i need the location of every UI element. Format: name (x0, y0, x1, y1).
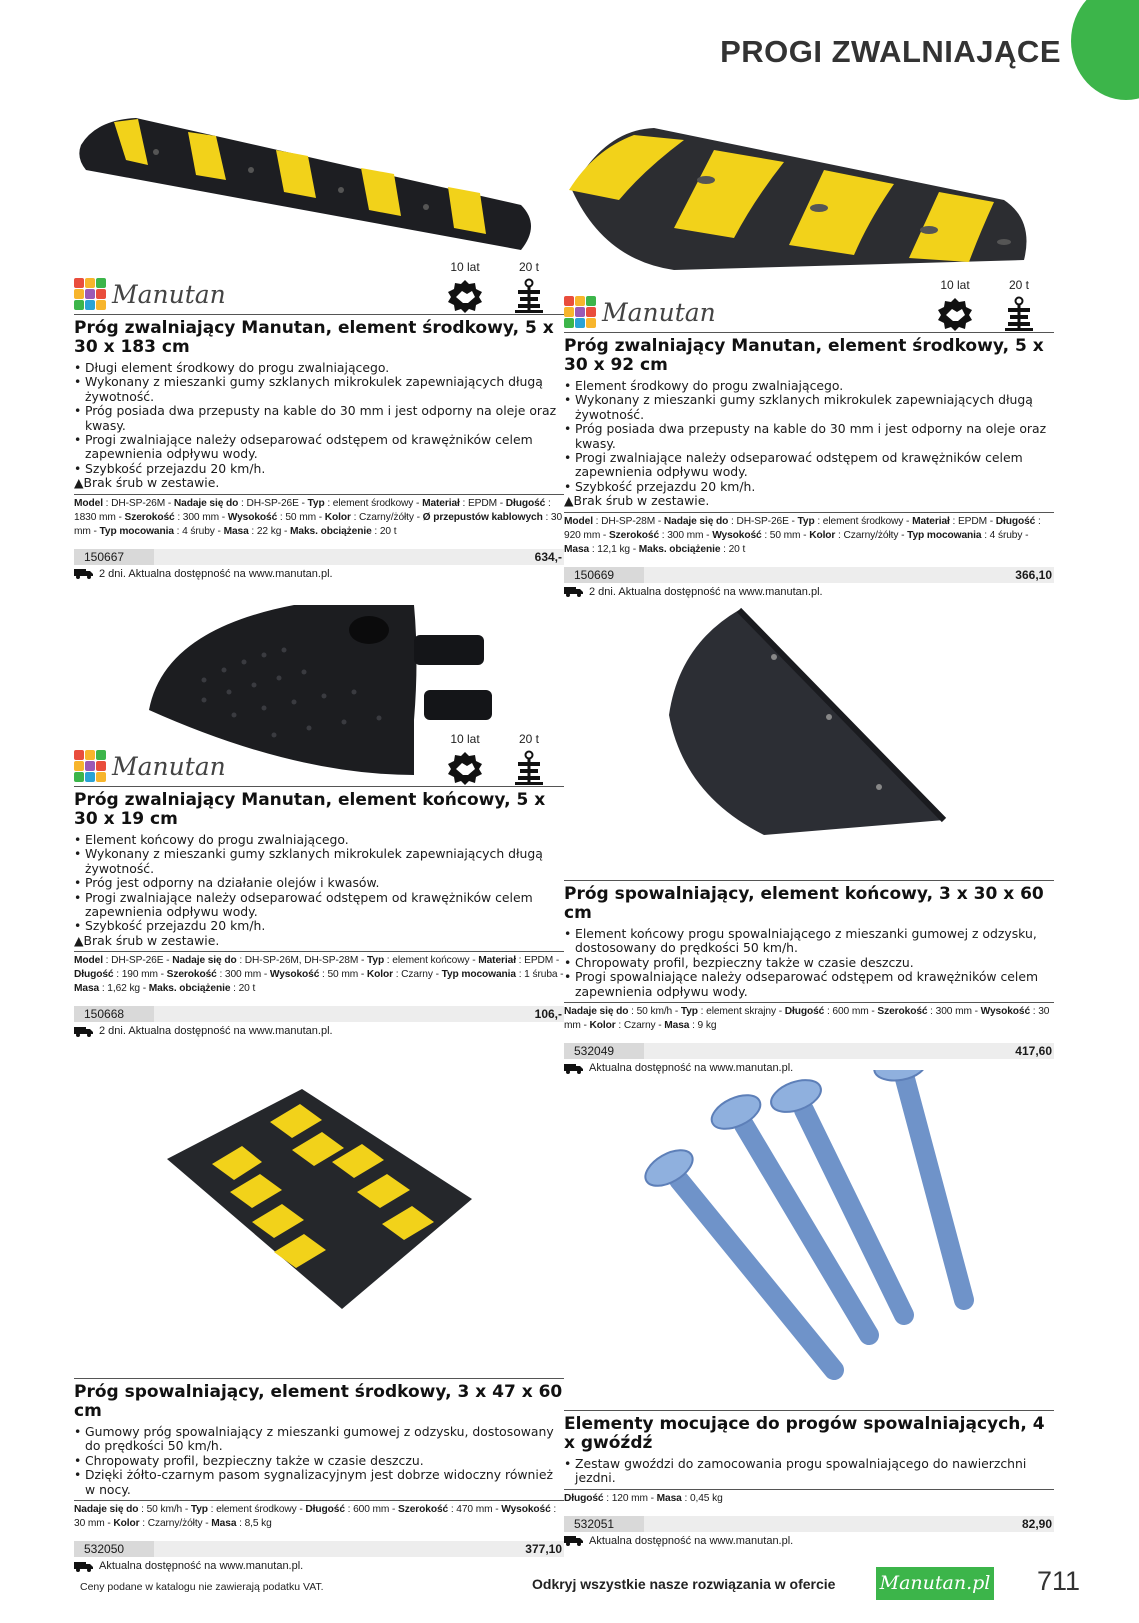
product-price: 366,10 (1015, 567, 1052, 582)
spec-key: Masa (564, 543, 590, 555)
spec-key: Typ mocowania (441, 969, 516, 981)
product-card (564, 600, 1054, 1074)
warranty-badge: 10 lat (444, 260, 486, 314)
spec-value: : 50 mm - (761, 529, 810, 541)
truck-icon (74, 1561, 94, 1572)
delivery-info: 2 dni. Aktualna dostępność na www.manutan.pl. (74, 568, 564, 580)
spec-key: Model (564, 515, 593, 527)
spec-key: Wysokość (227, 511, 278, 523)
spec-value: : 300 mm - (927, 1006, 981, 1018)
product-code[interactable]: 532051 (564, 1516, 644, 1532)
spec-key: Kolor (589, 1020, 616, 1032)
spec-value: : 0,45 kg (681, 1492, 723, 1504)
spec-value: : Czarny - (615, 1020, 665, 1032)
spec-key: Materiał (912, 515, 950, 527)
product-image (564, 110, 1054, 288)
spec-value: : element środkowy - (324, 497, 423, 509)
spec-value: : 12,1 kg - (589, 543, 639, 555)
spec-key: Materiał (422, 497, 460, 509)
half-round-bump-image (654, 605, 954, 855)
spec-key: Masa (74, 983, 100, 995)
manutan-logo: Manutan (564, 296, 716, 328)
spec-key: Długość (505, 497, 546, 509)
footer-cta: Odkryj wszystkie nasze rozwiązania w ofercie (532, 1576, 836, 1592)
spec-value: : 20 t (720, 543, 746, 555)
spec-key: Typ (680, 1006, 698, 1018)
truck-icon (74, 568, 94, 579)
product-price: 634,- (534, 549, 562, 564)
spec-key: Masa (211, 1518, 237, 1530)
price-row (564, 1043, 1054, 1059)
product-code[interactable]: 150669 (564, 567, 644, 583)
product-card (74, 1070, 564, 1572)
warranty-badge: 10 lat (444, 732, 486, 786)
spec-key: Długość (995, 515, 1036, 527)
spec-key: Szerokość (166, 969, 217, 981)
spec-value: : 20 t (371, 525, 397, 537)
spec-key: Maks. obciążenie (290, 525, 372, 537)
spec-value: : 1830 mm - (74, 497, 551, 523)
handshake-icon (446, 278, 484, 314)
truck-icon (74, 1026, 94, 1037)
spec-value: : 50 mm - (319, 969, 367, 981)
spec-value: : 120 mm - (603, 1492, 657, 1504)
product-title: Próg zwalniający Manutan, element środkowy, 5 x 30 x 183 cm (74, 314, 564, 357)
spec-key: Szerokość (124, 511, 175, 523)
spec-value: : 4 śruby - (981, 529, 1029, 541)
spec-key: Kolor (324, 511, 351, 523)
price-row (74, 549, 564, 565)
spec-value: : 50 km/h - (138, 1504, 191, 1516)
truck-icon (564, 586, 584, 597)
manutan-cube-icon (74, 278, 106, 310)
delivery-info: 2 dni. Aktualna dostępność na www.manutan.pl. (564, 586, 1054, 598)
yellow-black-bump-image (162, 1084, 482, 1314)
product-card (74, 110, 564, 580)
spec-value: : 9 kg (689, 1020, 717, 1032)
spec-key: Materiał (478, 955, 516, 967)
spec-value: : Czarny/żółty - (139, 1518, 212, 1530)
manutan-cube-icon (564, 296, 596, 328)
product-title: Próg spowalniający, element środkowy, 3 x 47 x 60 cm (74, 1378, 564, 1421)
spec-value: : Czarny - (392, 969, 442, 981)
delivery-info: 2 dni. Aktualna dostępność na www.manutan.pl. (74, 1025, 564, 1037)
spec-value: : DH-SP-26E - (102, 955, 173, 967)
spec-key: Długość (305, 1504, 345, 1516)
spec-value: : Czarny/żółty - (835, 529, 908, 541)
product-title: Próg zwalniający Manutan, element końcowy, 5 x 30 x 19 cm (74, 786, 564, 829)
speed-bump-image (564, 110, 1039, 280)
weight-load-icon (1004, 296, 1034, 332)
spec-key: Szerokość (608, 529, 660, 541)
spec-key: Typ (797, 515, 815, 527)
spec-value: : 50 mm - (277, 511, 325, 523)
spec-key: Model (74, 497, 103, 509)
page-title: PROGI ZWALNIAJĄCE (720, 34, 1061, 69)
spec-value: : 4 śruby - (173, 525, 224, 537)
product-code[interactable]: 150667 (74, 549, 154, 565)
spec-value: : element środkowy - (814, 515, 913, 527)
spec-key: Długość (564, 1492, 604, 1504)
spec-value: : EPDM - (515, 955, 560, 967)
spec-key: Maks. obciążenie (148, 983, 231, 995)
spec-key: Nadaje się do (74, 1504, 139, 1516)
weight-load-icon (514, 278, 544, 314)
delivery-info: Aktualna dostępność na www.manutan.pl. (564, 1535, 1054, 1547)
spec-key: Wysokość (501, 1504, 551, 1516)
delivery-info: Aktualna dostępność na www.manutan.pl. (564, 1062, 1054, 1074)
spec-key: Typ mocowania (907, 529, 982, 541)
load-badge: 20 t (508, 732, 550, 786)
feature-list: • Element końcowy do progu zwalniającego. • Wykonany z mieszanki gumy szklanych mikrokulek zapewniających długą żywotność. • Próg jest odporny na działanie olejów i kwasów. • Progi zwalniające należy odseparować odstępem od krawężników celem zapewnienia odpływu wody. • Szybkość przejazdu 20 km/h. (74, 833, 564, 934)
spec-value: : element środkowy - (207, 1504, 306, 1516)
product-image (74, 110, 564, 270)
spec-value: : EPDM - (459, 497, 506, 509)
product-card (564, 110, 1054, 598)
product-note: ▲Brak śrub w zestawie. (74, 475, 220, 491)
spec-key: Szerokość (877, 1006, 928, 1018)
spec-value: : 50 km/h - (628, 1006, 681, 1018)
weight-load-icon (514, 750, 544, 786)
spec-key: Nadaje się do (663, 515, 729, 527)
product-title: Próg zwalniający Manutan, element środkowy, 5 x 30 x 92 cm (564, 332, 1054, 375)
spec-key: Maks. obciążenie (638, 543, 721, 555)
product-title: Próg spowalniający, element końcowy, 3 x 30 x 60 cm (564, 880, 1054, 923)
spec-value: : 920 mm - (564, 515, 1041, 541)
feature-list: • Element końcowy progu spowalniającego z mieszanki gumowej z odzysku, dostosowany do prędkości 50 km/h. • Chropowaty profil, bezpieczny także w czasie deszczu. • Progi spowalniające należy odseparować odstępem od krawężników celem zapewnienia odpływu wody. (564, 927, 1054, 999)
spec-list (564, 1489, 1054, 1506)
spec-value: : element skrajny - (697, 1006, 785, 1018)
spec-key: Kolor (366, 969, 393, 981)
spec-value: : DH-SP-26M - (102, 497, 174, 509)
spec-key: Ø przepustów kablowych (422, 511, 543, 523)
spec-key: Model (74, 955, 103, 967)
product-code[interactable]: 532049 (564, 1043, 644, 1059)
spec-value: : DH-SP-26E - (728, 515, 798, 527)
spec-value: : 30 mm - (74, 511, 563, 537)
spec-key: Typ mocowania (99, 525, 174, 537)
spec-value: : 30 mm - (74, 1504, 557, 1530)
load-badge: 20 t (998, 278, 1040, 332)
nails-image (624, 1070, 984, 1390)
spec-list (74, 1500, 564, 1531)
price-row (74, 1541, 564, 1557)
product-image (74, 600, 564, 742)
spec-value: : DH-SP-28M - (592, 515, 664, 527)
spec-value: : 30 mm - (564, 1006, 1050, 1032)
manutan-logo: Manutan (74, 750, 226, 782)
spec-key: Długość (784, 1006, 825, 1018)
spec-key: Typ (367, 955, 385, 967)
spec-value: : 300 mm - (659, 529, 713, 541)
spec-value: : 600 mm - (344, 1504, 399, 1516)
spec-list (74, 951, 564, 996)
speed-bump-image (76, 110, 546, 260)
product-image (564, 1070, 1054, 1410)
page-number: 711 (1037, 1566, 1081, 1596)
spec-value: : DH-SP-26M, DH-SP-28M - (236, 955, 368, 967)
delivery-info: Aktualna dostępność na www.manutan.pl. (74, 1560, 564, 1572)
manutan-site-logo[interactable]: Manutan.pl (876, 1567, 994, 1600)
spec-value: : 300 mm - (216, 969, 270, 981)
spec-value: : 190 mm - (113, 969, 167, 981)
price-row (74, 1006, 564, 1022)
product-price: 106,- (534, 1007, 562, 1022)
spec-key: Masa (656, 1492, 682, 1504)
spec-key: Długość (74, 969, 114, 981)
truck-icon (564, 1535, 584, 1546)
manutan-cube-icon (74, 750, 106, 782)
spec-key: Wysokość (980, 1006, 1031, 1018)
product-price: 377,10 (525, 1542, 562, 1557)
spec-key: Masa (664, 1020, 690, 1032)
spec-key: Masa (223, 525, 249, 537)
spec-list (564, 512, 1054, 557)
spec-key: Nadaje się do (564, 1006, 629, 1018)
product-price: 82,90 (1021, 1516, 1052, 1531)
feature-list: • Gumowy próg spowalniający z mieszanki gumowej z odzysku, dostosowany do prędkości 50 km/h. • Chropowaty profil, bezpieczny także w czasie deszczu. • Dzięki żółto-czarnym pasom sygnalizacyjnym jest dobrze widoczny również w nocy. (74, 1425, 564, 1497)
product-code[interactable]: 150668 (74, 1006, 154, 1022)
spec-value: : 22 kg - (248, 525, 291, 537)
feature-list: • Element środkowy do progu zwalniającego. • Wykonany z mieszanki gumy szklanych mikrokulek zapewniających długą żywotność. • Próg posiada dwa przepusty na kable do 30 mm i jest odporny na oleje oraz kwasy. • Progi zwalniające należy odseparować odstępem od krawężników celem zapewnienia odpływu wody. • Szybkość przejazdu 20 km/h. (564, 379, 1054, 494)
spec-value: : 1,62 kg - (99, 983, 149, 995)
spec-value: : EPDM - (949, 515, 996, 527)
spec-key: Szerokość (398, 1504, 449, 1516)
handshake-icon (936, 296, 974, 332)
spec-key: Typ (307, 497, 325, 509)
feature-list: • Długi element środkowy do progu zwalniającego. • Wykonany z mieszanki gumy szklanych mikrokulek zapewniających długą żywotność. • Próg posiada dwa przepusty na kable do 30 mm i jest odporny na oleje oraz kwasy. • Progi zwalniające należy odseparować odstępem od krawężników celem zapewnienia odpływu wody. • Szybkość przejazdu 20 km/h. (74, 361, 564, 476)
spec-value: : element końcowy - (384, 955, 479, 967)
product-title: Elementy mocujące do progów spowalniających, 4 x gwóźdź (564, 1410, 1054, 1453)
spec-key: Nadaje się do (173, 497, 239, 509)
spec-key: Typ (190, 1504, 208, 1516)
spec-value: : 300 mm - (174, 511, 228, 523)
manutan-logo: Manutan (74, 278, 226, 310)
product-note: ▲Brak śrub w zestawie. (74, 932, 220, 948)
spec-value: : 8,5 kg (236, 1518, 272, 1530)
load-badge: 20 t (508, 260, 550, 314)
spec-value: : DH-SP-26E - (238, 497, 308, 509)
product-image (564, 600, 1054, 880)
section-tab (1071, 0, 1139, 100)
product-image (74, 1070, 564, 1378)
spec-key: Kolor (809, 529, 836, 541)
product-note: ▲Brak śrub w zestawie. (564, 493, 710, 509)
spec-key: Wysokość (712, 529, 762, 541)
spec-value: : 1 śruba - (515, 969, 564, 981)
product-card (74, 600, 564, 1037)
spec-key: Kolor (113, 1518, 140, 1530)
vat-note: Ceny podane w katalogu nie zawierają podatku VAT. (80, 1581, 324, 1593)
product-price: 417,60 (1015, 1044, 1052, 1059)
price-row (564, 567, 1054, 583)
spec-key: Wysokość (269, 969, 320, 981)
spec-list (564, 1002, 1054, 1033)
feature-list: • Zestaw gwoździ do zamocowania progu spowalniającego do nawierzchni jezdni. (564, 1457, 1054, 1486)
warranty-badge: 10 lat (934, 278, 976, 332)
handshake-icon (446, 750, 484, 786)
spec-value: : Czarny/żółty - (350, 511, 423, 523)
product-card (564, 1070, 1054, 1547)
spec-key: Nadaje się do (172, 955, 237, 967)
spec-value: : 20 t (230, 983, 256, 995)
product-code[interactable]: 532050 (74, 1541, 154, 1557)
spec-list (74, 494, 564, 539)
price-row (564, 1516, 1054, 1532)
spec-value: : 470 mm - (448, 1504, 502, 1516)
spec-value: : 600 mm - (824, 1006, 878, 1018)
